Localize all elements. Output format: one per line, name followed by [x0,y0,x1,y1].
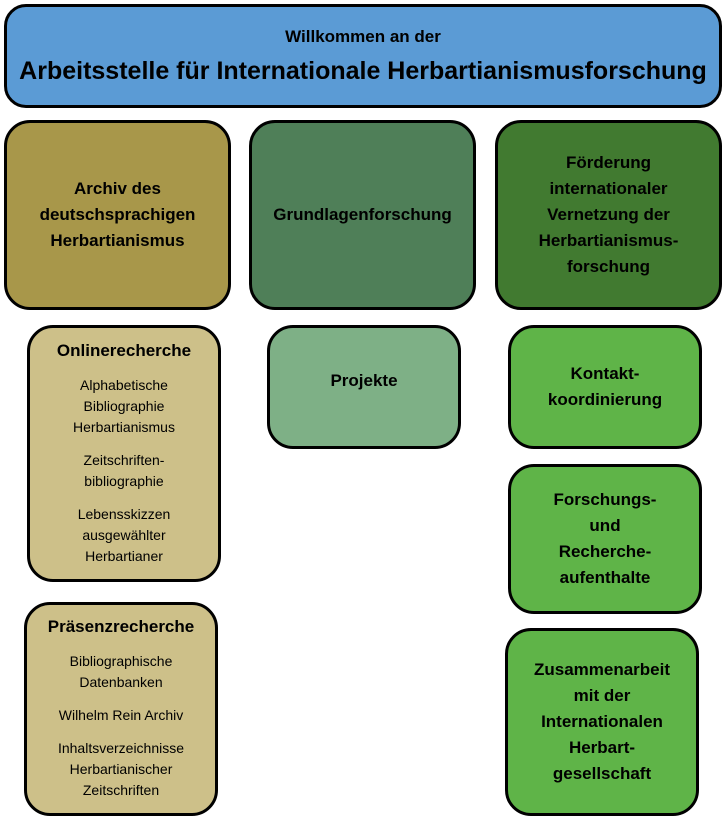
archive-label-line: Herbartianismus [50,231,185,250]
presence-item-rein-archive[interactable] [59,705,183,726]
welcome-text: Willkommen an der [285,26,441,46]
network-category-box[interactable] [495,120,722,310]
stays-label-line: aufenthalte [559,568,651,587]
stays-label-line: Forschungs- [553,490,657,509]
archive-label-line: Archiv des [74,179,161,198]
item-line: ausgewählter [82,526,166,543]
item-line: Wilhelm Rein Archiv [58,707,184,723]
item-line: Zeitschriften [82,782,160,798]
cooperation-label-line: Herbart- [568,738,636,757]
online-research-heading[interactable]: Onlinerecherche [56,340,192,360]
archive-category-box[interactable] [4,120,231,310]
item-line: Zeitschriften- [83,451,165,468]
header-banner [4,4,722,108]
cooperation-box[interactable] [505,628,699,816]
item-line: Datenbanken [79,674,163,690]
item-line: Bibliographische [69,653,173,669]
online-item-alphabetical-bibliography[interactable] [73,375,175,438]
projects-box[interactable] [267,325,461,449]
online-research-box [27,325,221,582]
item-line: Alphabetische [80,376,168,393]
presence-item-databases[interactable] [70,651,173,693]
cooperation-label-line: gesellschaft [552,764,652,783]
research-category-box[interactable] [249,120,476,310]
page-title: Arbeitsstelle für Internationale Herbartianismusforschung [19,56,707,85]
item-line: Bibliographie [83,397,165,414]
projects-label: Projekte [330,371,398,390]
presence-research-heading[interactable]: Präsenzrecherche [47,617,195,636]
research-stays-box[interactable] [508,464,702,614]
network-label-line: Vernetzung der [547,205,670,224]
item-line: Lebensskizzen [77,505,171,522]
item-line: Herbartianischer [69,761,173,777]
presence-item-tables-of-contents[interactable] [58,738,184,801]
cooperation-label-line: Zusammenarbeit [533,660,671,679]
cooperation-label-line: mit der [573,686,631,705]
network-label-line: Förderung [566,153,651,172]
item-line: Inhaltsverzeichnisse [57,740,185,756]
presence-research-box [24,602,218,816]
contact-label-line: Kontakt- [570,364,640,383]
item-line: Herbartianismus [73,418,175,435]
contact-label-line: koordinierung [547,390,663,409]
network-label-line: internationaler [549,179,668,198]
online-item-biographies[interactable] [78,504,171,567]
network-label-line: Herbartianismus- [538,231,679,250]
item-line: Herbartianer [85,547,163,564]
stays-label-line: Recherche- [558,542,652,561]
item-line: bibliographie [84,472,164,489]
cooperation-label-line: Internationalen [541,712,663,731]
stays-label-line: und [589,516,621,535]
contact-coordination-box[interactable] [508,325,702,449]
research-label: Grundlagenforschung [273,205,452,224]
network-label-line: forschung [566,257,651,276]
online-item-journal-bibliography[interactable] [84,450,165,492]
archive-label-line: deutschsprachigen [39,205,196,224]
